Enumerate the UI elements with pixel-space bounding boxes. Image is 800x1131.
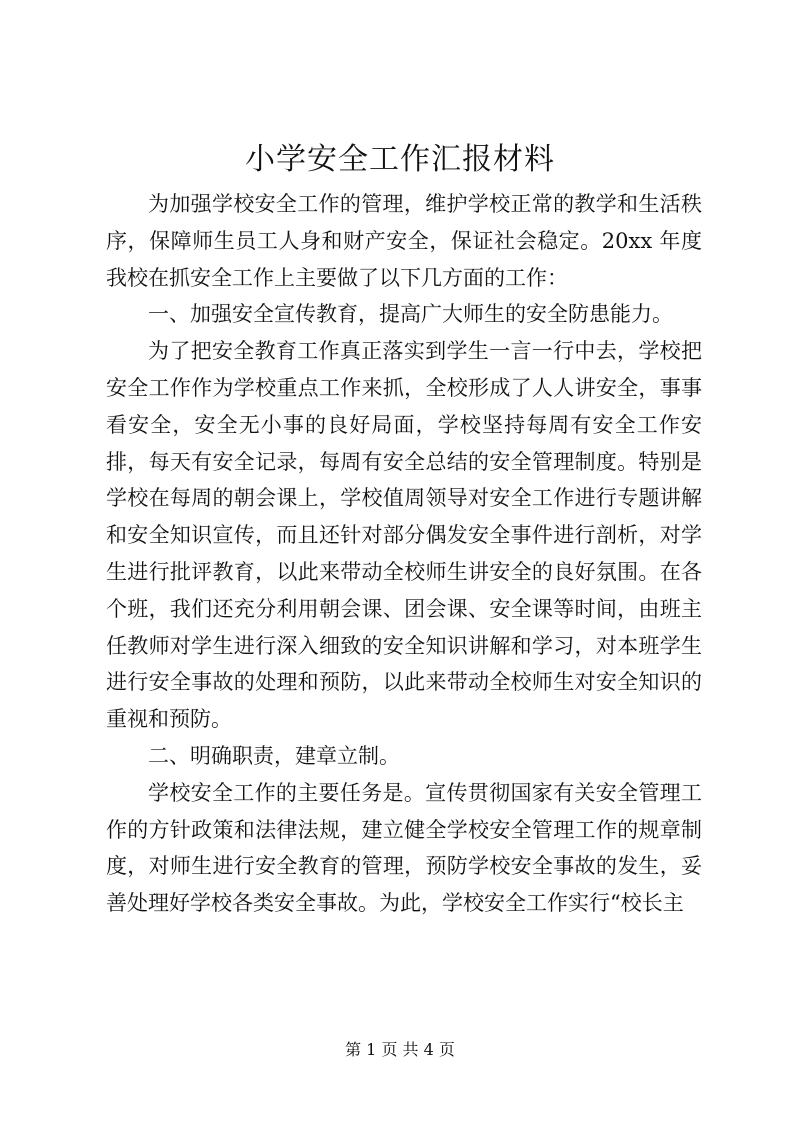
page-number-footer: 第 1 页 共 4 页	[345, 1040, 455, 1059]
section-heading-2: 二、明确职责，建章立制。	[148, 743, 400, 768]
paragraph-duties: 学校安全工作的主要任务是。宣传贯彻国家有关安全管理工作的方针政策和法律法规，建立健全学校安全管理工作的规章制度，对师生进行安全教育的管理，预防学校安全事故的发生，妥善处理好学校各类安全事故。为此，学校安全工作实行“校长主	[106, 780, 702, 916]
document-title: 小学安全工作汇报材料	[245, 142, 555, 177]
document-body	[106, 186, 702, 922]
paragraph-intro: 为加强学校安全工作的管理，维护学校正常的教学和生活秩序，保障师生员工人身和财产安全，保证社会稳定。20xx 年度我校在抓安全工作上主要做了以下几方面的工作：	[106, 192, 702, 290]
paragraph-safety-education: 为了把安全教育工作真正落实到学生一言一行中去，学校把安全工作作为学校重点工作来抓，全校形成了人人讲安全，事事看安全，安全无小事的良好局面，学校坚持每周有安全工作安排，每天有安全记录，每周有安全总结的安全管理制度。特别是学校在每周的朝会课上，学校值周领导对安全工作进行专题讲解和安全知识宣传，而且还针对部分偶发安全事件进行剖析，对学生进行批评教育，以此来带动全校师生讲安全的良好氛围。在各个班，我们还充分利用朝会课、团会课、安全课等时间，由班主任教师对学生进行深入细致的安全知识讲解和学习，对本班学生进行安全事故的处理和预防，以此来带动全校师生对安全知识的重视和预防。	[106, 339, 702, 732]
section-heading-1: 一、加强安全宣传教育，提高广大师生的安全防患能力。	[148, 302, 673, 327]
